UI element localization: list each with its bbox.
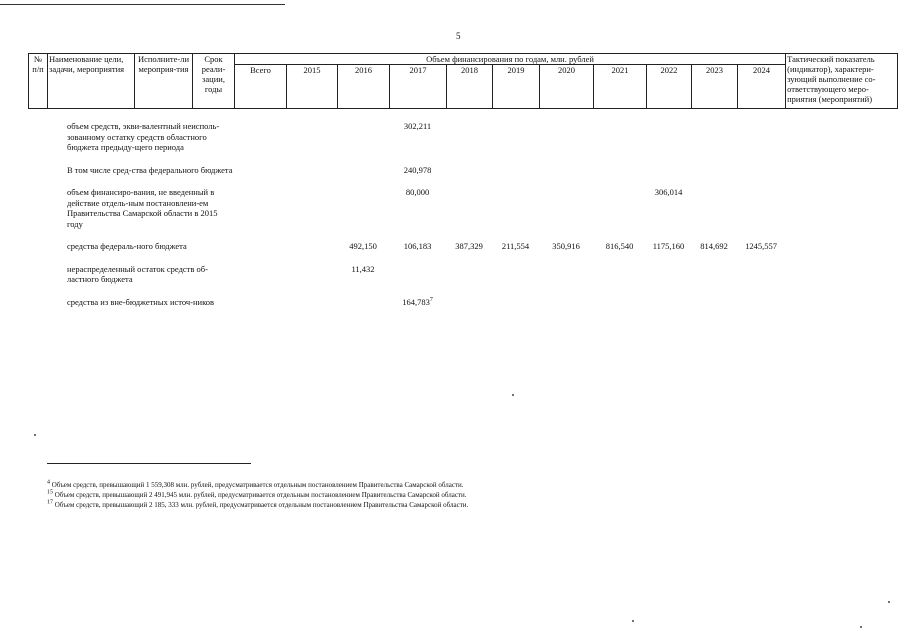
table-header [28, 53, 898, 109]
header-year: 2024 [738, 65, 786, 109]
cell-value [691, 187, 737, 229]
cell-name: В том числе сред-ства федерального бюджета [67, 164, 233, 175]
top-rule [0, 4, 285, 5]
footnote-rule [47, 463, 251, 464]
header-financing: Объем финансирования по годам, млн. рублей [235, 54, 786, 65]
cell-value [389, 264, 446, 285]
cell-indicator [785, 264, 897, 285]
cell-value [691, 165, 737, 176]
cell-total [234, 241, 286, 252]
cell-value [539, 121, 593, 153]
cell-total [234, 264, 286, 285]
cell-value: 350,916 [552, 241, 580, 251]
cell-value: 492,150 [349, 241, 377, 251]
cell-value [286, 187, 337, 229]
header-term: Срок реали-зации, годы [193, 54, 235, 109]
footnote-ref: 7 [429, 296, 433, 303]
header-total: Всего [235, 65, 287, 109]
cell-value [446, 165, 492, 176]
cell-value [286, 264, 337, 285]
cell-value [691, 264, 737, 285]
cell-value [737, 121, 785, 153]
cell-value [286, 297, 337, 308]
cell-value [646, 264, 691, 285]
cell-value: 211,554 [501, 241, 530, 251]
cell-value [446, 297, 492, 308]
cell-no [28, 121, 47, 153]
row-spacer [28, 153, 897, 165]
cell-indicator [785, 241, 897, 252]
row-spacer [28, 175, 897, 187]
cell-value [691, 297, 737, 308]
header-year: 2016 [338, 65, 390, 109]
cell-value-text: 164,783 [402, 296, 430, 307]
cell-value [446, 264, 492, 285]
cell-value [539, 187, 593, 229]
cell-name: объем финансиро-вания, не введенный в действие отдель-ным постановлени-ем Правительства Самарской области в 2015 году [67, 187, 218, 229]
header-year: 2017 [390, 65, 447, 109]
header-indicator: Тактический показатель (индикатор), характери-зующий выполнение со-ответствующего меро-приятия (мероприятий) [786, 54, 898, 109]
cell-value [646, 297, 691, 308]
cell-value [539, 165, 593, 176]
cell-name: средства из вне-бюджетных источ-ников [67, 296, 215, 307]
scan-speck [34, 434, 36, 436]
cell-value [337, 121, 389, 153]
cell-value [737, 165, 785, 176]
row-spacer [28, 109, 897, 121]
header-year: 2023 [692, 65, 738, 109]
page-number: 5 [456, 31, 461, 41]
cell-indicator [785, 165, 897, 176]
table-row [28, 187, 897, 229]
footnote: $^{15}$ Объем средств, превышающий 2 491,945 млн. рублей, предусматривается отдельным постановлением Правительства Самарской области. [47, 489, 467, 499]
cell-value [646, 165, 691, 176]
cell-value: 1175,160 [652, 241, 685, 251]
cell-value [593, 165, 646, 176]
header-year: 2018 [447, 65, 493, 109]
cell-value [337, 187, 389, 229]
cell-value [446, 121, 492, 153]
table-row [28, 264, 897, 285]
table-row [28, 241, 897, 252]
scan-speck [860, 626, 862, 628]
cell-value [593, 121, 646, 153]
scan-speck [888, 601, 890, 603]
header-year: 2020 [540, 65, 594, 109]
cell-no [28, 165, 47, 176]
scan-speck [512, 394, 514, 396]
cell-indicator [785, 187, 897, 229]
cell-total [234, 165, 286, 176]
cell-value: 106,183 [403, 241, 432, 251]
cell-value [492, 264, 539, 285]
cell-value [389, 297, 446, 308]
cell-value: 814,692 [700, 241, 728, 251]
header-name: Наименование цели, задачи, мероприятия [48, 54, 135, 109]
cell-value [286, 241, 337, 252]
cell-no [28, 297, 47, 308]
cell-no [28, 241, 47, 252]
cell-value [492, 165, 539, 176]
cell-value [593, 264, 646, 285]
cell-value: 387,329 [455, 241, 483, 251]
footnote: $^4$ Объем средств, превышающий 1 559,308 млн. рублей, предусматривается отдельным постановлением Правительства Самарской области. [47, 479, 464, 489]
cell-total [234, 187, 286, 229]
table-row [28, 165, 897, 176]
footnote: $^{17}$ Объем средств, превышающий 2 185, 333 млн. рублей, предусматривается отдельным постановлением Правительства Самарской области. [47, 499, 469, 509]
cell-no [28, 264, 47, 285]
row-spacer [28, 252, 897, 264]
cell-value [593, 297, 646, 308]
cell-name: объем средств, экви-валентный неисполь-зованному остатку средств областного бюджета предыду-щего периода [67, 121, 220, 152]
header-year: 2021 [594, 65, 647, 109]
cell-value [492, 297, 539, 308]
cell-value [492, 187, 539, 229]
header-no: № п/п [29, 54, 48, 109]
cell-value [691, 121, 737, 153]
cell-value: 306,014 [654, 187, 683, 197]
cell-value [539, 264, 593, 285]
scan-speck [632, 620, 634, 622]
cell-value [646, 121, 691, 153]
header-year: 2019 [493, 65, 540, 109]
header-year: 2015 [287, 65, 338, 109]
cell-total [234, 121, 286, 153]
cell-indicator [785, 121, 897, 153]
cell-value [593, 187, 646, 229]
cell-value: 816,540 [605, 241, 634, 251]
cell-value: 80,000 [405, 187, 430, 197]
cell-value [539, 297, 593, 308]
cell-value [492, 121, 539, 153]
cell-total [234, 297, 286, 308]
cell-value: 302,211 [403, 121, 432, 131]
cell-name: нераспределенный остаток средств об-ластного бюджета [67, 263, 208, 284]
row-spacer [28, 229, 897, 241]
row-spacer [28, 285, 897, 297]
cell-value [337, 165, 389, 176]
cell-value [286, 121, 337, 153]
cell-value [737, 187, 785, 229]
cell-name: средства федераль-ного бюджета [67, 241, 187, 251]
table-row [28, 297, 897, 308]
cell-value [737, 297, 785, 308]
cell-no [28, 187, 47, 229]
cell-value [446, 187, 492, 229]
cell-indicator [785, 297, 897, 308]
cell-value: 240,978 [403, 164, 432, 175]
cell-value: 11,432 [351, 263, 375, 274]
header-year: 2022 [647, 65, 692, 109]
cell-value [337, 297, 389, 308]
cell-value [286, 165, 337, 176]
cell-value: 1245,557 [745, 241, 777, 251]
header-executor: Исполните-ли мероприя-тия [135, 54, 193, 109]
table-row [28, 121, 897, 153]
financing-table [28, 109, 897, 307]
cell-value [737, 264, 785, 285]
